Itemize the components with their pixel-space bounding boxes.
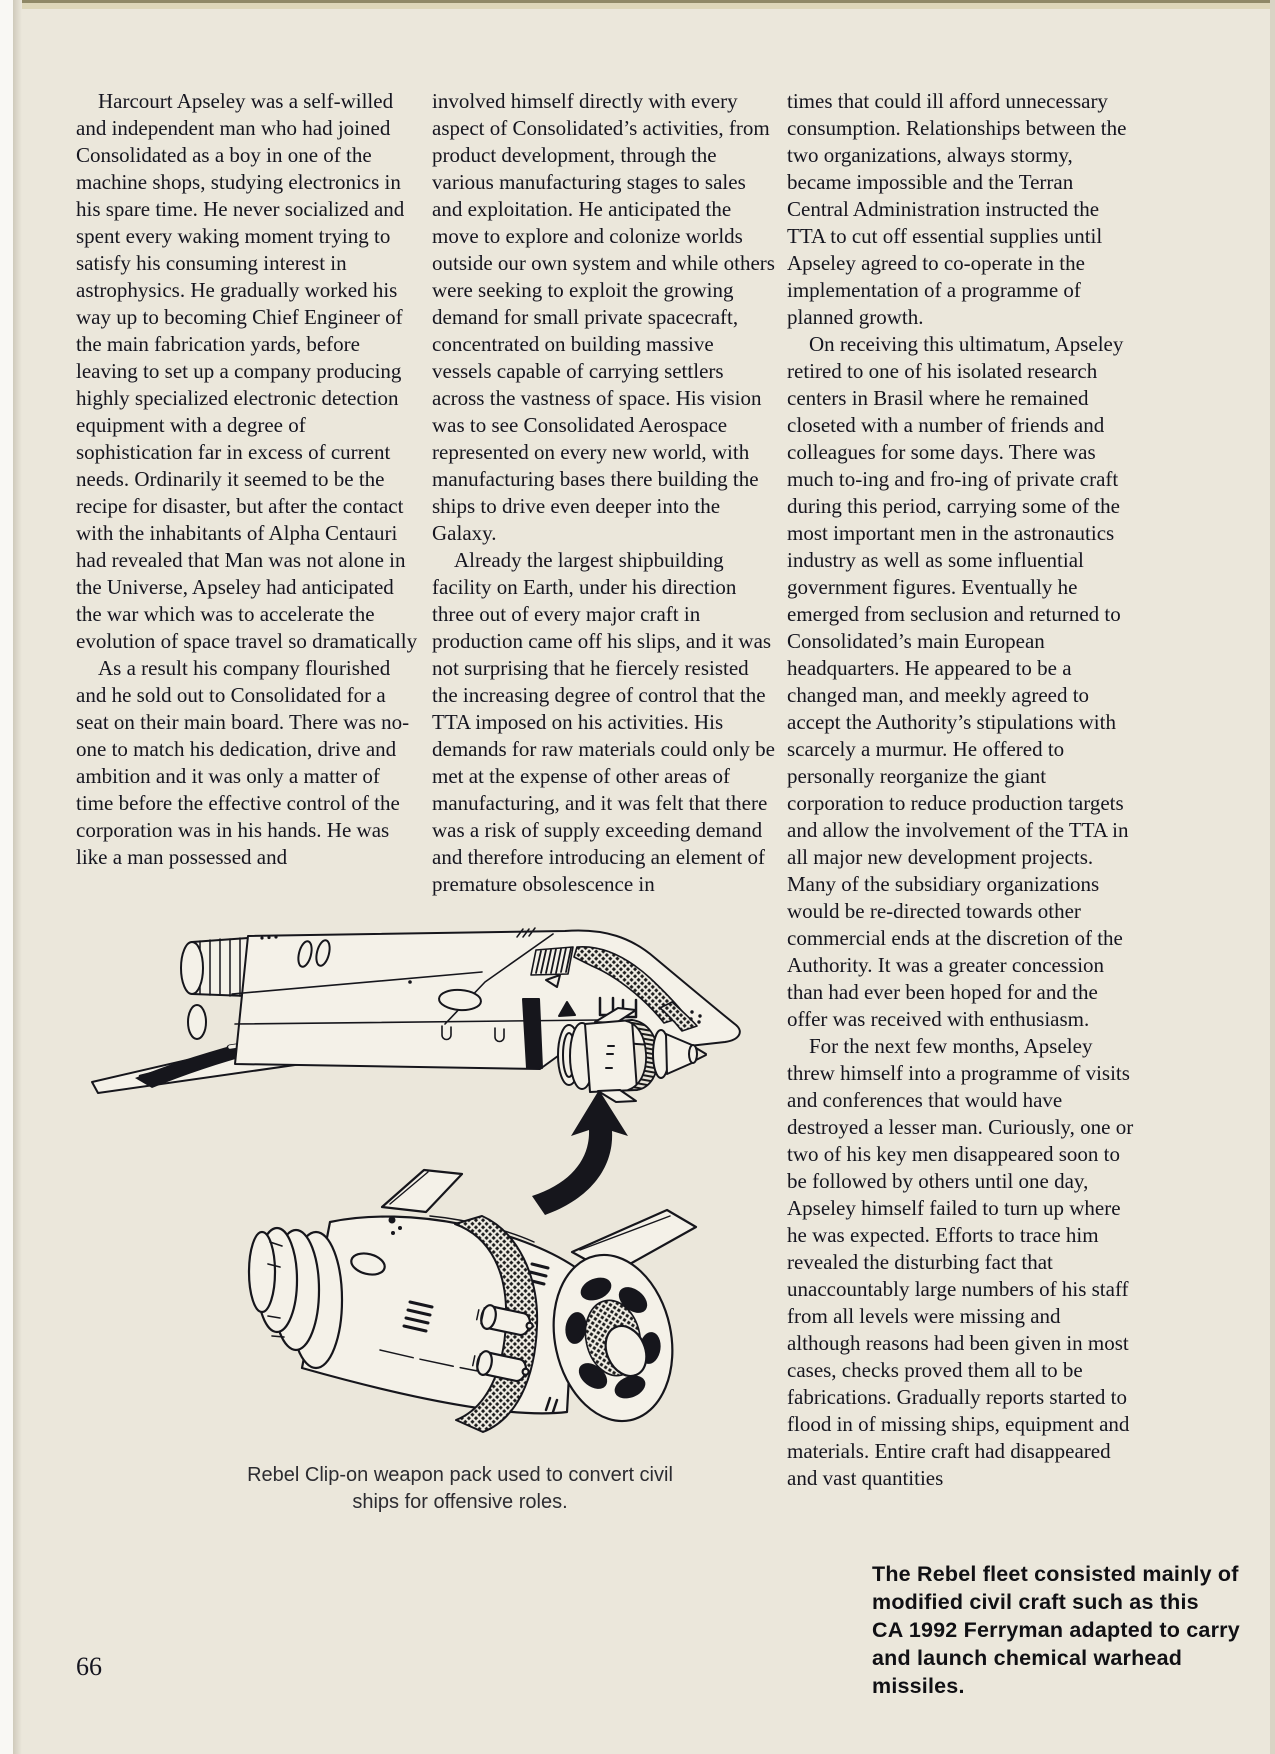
- figure-illustration: [80, 920, 760, 1465]
- paragraph: Harcourt Apseley was a self-willed and independent man who had joined Consolidated as a boy in one of the machine shops, studying electronics in his spare time. He never socialized and spent every waking moment trying to satisfy his consuming interest in astrophysics. He gradually worked his way up to becoming Chief Engineer of the main fabrication yards, before leaving to set up a company producing highly specialized electronic detection equipment with a degree of sophistication far in excess of current needs. Ordinarily it seemed to be the recipe for disaster, but after the contact with the inhabitants of Alpha Centauri had revealed that Man was not alone in the Universe, Apseley had anticipated the war which was to accelerate the evolution of space travel so dramatically: [76, 89, 418, 653]
- scan-edge-left: [0, 0, 13, 1754]
- paragraph: As a result his company flourished and he sold out to Consolidated for a seat on their main board. There was no-one to match his dedication, drive and ambition and it was only a matter of time before the effective control of the corporation was in his hands. He was like a man possessed and: [76, 656, 410, 869]
- side-note-line: modified civil craft such as this: [872, 1590, 1199, 1614]
- side-note-caption: [872, 1560, 1252, 1700]
- side-note-line: CA 1992 Ferryman adapted to carry: [872, 1618, 1240, 1642]
- ferryman-ship-drawing: [92, 928, 740, 1102]
- paragraph: For the next few months, Apseley threw himself into a programme of visits and conferences that would have destroyed a lesser man. Curiously, one or two of his key men disappeared soon to be followed by others until one day, Apseley himself failed to turn up where he was expected. Efforts to trace him revealed the disturbing fact that unaccountably large numbers of his staff from all levels were missing and although reasons had been given in most cases, checks proved them all to be fabrications. Gradually reports started to flood in of missing ships, equipment and materials. Entire craft had disappeared and vast quantities: [787, 1034, 1134, 1490]
- scan-edge-right: [1270, 0, 1275, 1754]
- figure-caption: [225, 1462, 695, 1516]
- pack-rear-rings: [249, 1228, 342, 1368]
- figure-caption-line: Rebel Clip-on weapon pack used to convert civil: [247, 1464, 673, 1486]
- scan-edge-top-shade: [0, 3, 1275, 9]
- text-column-3: [787, 88, 1135, 1492]
- paragraph: times that could ill afford unnecessary consumption. Relationships between the two organizations, always stormy, became impossible and the Terran Central Administration instructed the TTA to cut off essential supplies until Apseley agreed to co-operate in the implementation of a programme of planned growth.: [787, 89, 1127, 329]
- text-column-1: [76, 88, 420, 871]
- weapon-pack-drawing: [249, 1170, 696, 1432]
- text-column-2: [432, 88, 776, 898]
- attach-arrow-icon: [532, 1090, 628, 1215]
- scan-edge-left-shadow: [13, 0, 22, 1754]
- figure-caption-line: ships for offensive roles.: [352, 1491, 568, 1513]
- paragraph: On receiving this ultimatum, Apseley retired to one of his isolated research centers in Brasil where he remained closeted with a number of friends and colleagues for some days. There was much to-ing and fro-ing of private craft during this period, carrying some of the most important men in the astronautics industry as well as some influential government figures. Eventually he emerged from seclusion and returned to Consolidated’s main European headquarters. He appeared to be a changed man, and meekly agreed to accept the Authority’s stipulations with scarcely a murmur. He offered to personally reorganize the giant corporation to reduce production targets and allow the involvement of the TTA in all major new development projects. Many of the subsidiary organizations would be re-directed towards other commercial ends at the discretion of the Authority. It was a greater concession than had ever been hoped for and the offer was received with enthusiasm.: [787, 332, 1129, 1031]
- paragraph: involved himself directly with every aspect of Consolidated’s activities, from product development, through the various manufacturing stages to sales and exploitation. He anticipated the move to explore and colonize worlds outside our own system and while others were seeking to exploit the growing demand for small private spacecraft, concentrated on building massive vessels capable of carrying settlers across the vastness of space. His vision was to see Consolidated Aerospace represented on every new world, with manufacturing bases there building the ships to drive even deeper into the Galaxy.: [432, 89, 775, 545]
- page-number: 66: [76, 1652, 102, 1681]
- side-note-line: The Rebel fleet consisted mainly of: [872, 1562, 1239, 1586]
- paragraph: Already the largest shipbuilding facility on Earth, under his direction three out of every major craft in production came off his slips, and it was not surprising that he fiercely resisted the increasing degree of control that the TTA imposed on his activities. His demands for raw materials could only be met at the expense of other areas of manufacturing, and it was felt that there was a risk of supply exceeding demand and therefore introducing an element of premature obsolescence in: [432, 548, 775, 896]
- side-note-line: and launch chemical warhead missiles.: [872, 1646, 1183, 1698]
